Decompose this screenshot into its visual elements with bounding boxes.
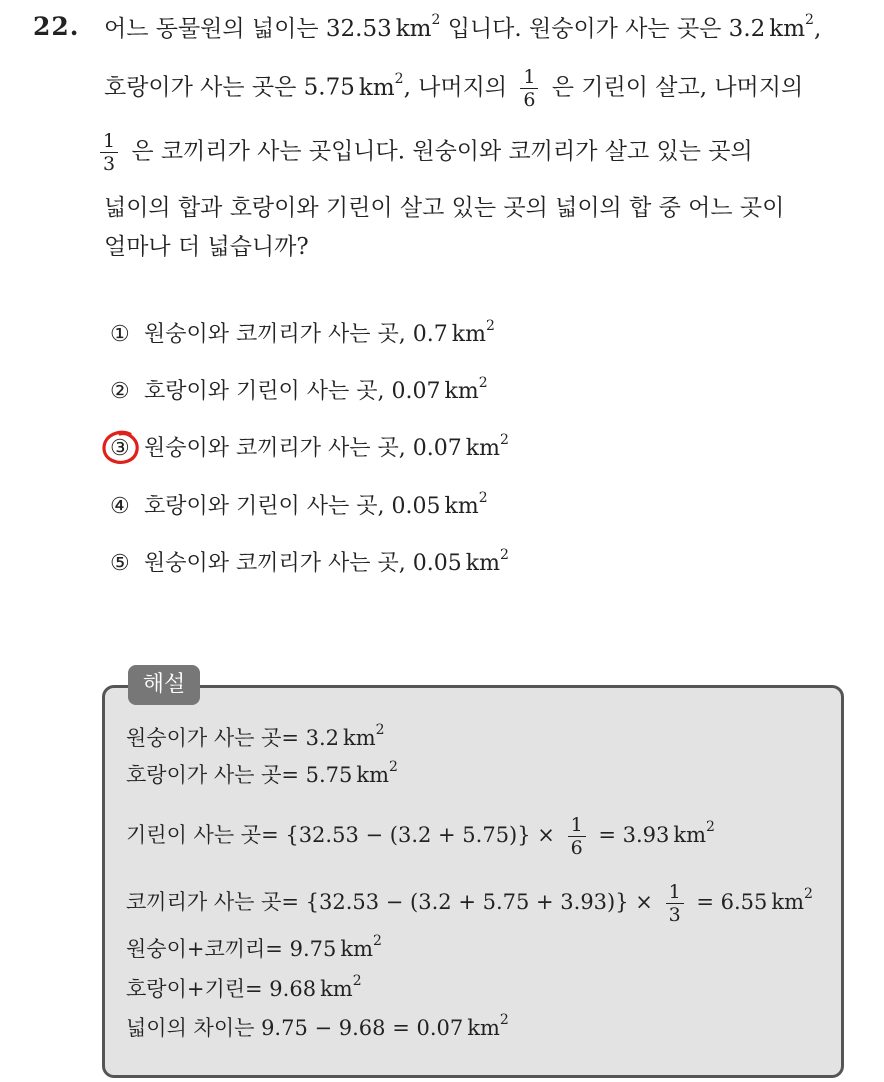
question-line-4: 넓이의 합과 호랑이와 기린이 살고 있는 곳의 넓이의 합 중 어느 곳이 <box>104 195 785 221</box>
choice-text: 호랑이와 기린이 사는 곳, 0.07 <box>144 379 441 404</box>
solution-text: 원숭이가 사는 곳= 3.2 <box>126 726 340 750</box>
question-text: 은 기린이 살고, 나머지의 <box>551 74 804 101</box>
exponent: 2 <box>478 489 488 506</box>
question-line-1 <box>104 14 821 44</box>
exponent: 2 <box>372 933 382 949</box>
choice-number: ④ <box>110 494 130 519</box>
unit-text: km <box>320 977 353 1001</box>
unit-text: km <box>356 763 390 787</box>
fraction-numerator: 1 <box>100 130 118 153</box>
exponent: 2 <box>394 70 404 87</box>
solution-line-7 <box>126 1014 509 1042</box>
choice-4[interactable] <box>110 489 488 522</box>
solution-text: 호랑이+기린= 9.68 <box>126 977 317 1001</box>
solution-text: 호랑이가 사는 곳= 5.75 <box>126 763 353 787</box>
question-line-3 <box>100 130 753 175</box>
exponent: 2 <box>485 317 495 334</box>
solution-text: = 6.55 <box>696 890 768 914</box>
exponent: 2 <box>499 546 509 563</box>
exponent: 2 <box>706 819 715 835</box>
unit-text: km <box>343 726 376 750</box>
exponent: 2 <box>431 12 441 29</box>
solution-line-2 <box>126 761 398 789</box>
solution-line-1 <box>126 724 385 752</box>
choice-5[interactable] <box>110 546 509 579</box>
solution-text: 기린이 사는 곳= {32.53 − (3.2 + 5.75)} × <box>126 823 555 847</box>
question-line-2 <box>104 66 803 111</box>
choice-number: ⑤ <box>110 551 130 576</box>
fraction-denominator: 3 <box>103 153 116 175</box>
fraction <box>568 814 586 859</box>
question-text: , 나머지의 <box>403 74 508 101</box>
unit-text: km <box>465 436 500 461</box>
unit-text: km <box>444 494 479 519</box>
solution-line-5 <box>126 935 382 963</box>
question-text: 호랑이가 사는 곳은 5.75 <box>104 74 355 101</box>
fraction-numerator: 1 <box>568 814 586 837</box>
exponent: 2 <box>805 12 814 29</box>
unit-text: km <box>769 16 806 42</box>
answer-circle-mark <box>100 429 142 467</box>
choice-number: ② <box>110 379 130 404</box>
fraction <box>100 130 118 175</box>
solution-line-6 <box>126 975 362 1003</box>
choice-text: 원숭이와 코끼리가 사는 곳, 0.05 <box>144 551 462 576</box>
solution-label: 해설 <box>128 665 200 705</box>
choice-3[interactable] <box>110 431 509 464</box>
unit-text: km <box>444 379 479 404</box>
unit-text: km <box>465 551 500 576</box>
choice-text: 호랑이와 기린이 사는 곳, 0.05 <box>144 494 441 519</box>
choice-text: 원숭이와 코끼리가 사는 곳, 0.07 <box>144 436 462 461</box>
exponent: 2 <box>352 973 362 989</box>
unit-text: km <box>451 322 486 347</box>
exponent: 2 <box>478 374 488 391</box>
unit-text: km <box>395 16 432 42</box>
fraction-numerator: 1 <box>520 66 538 89</box>
unit-text: km <box>771 890 805 914</box>
solution-text: 코끼리가 사는 곳= {32.53 − (3.2 + 5.75 + 3.93)} × <box>126 890 653 914</box>
unit-text: km <box>467 1016 500 1040</box>
exponent: 2 <box>375 722 385 738</box>
unit-text: km <box>340 937 373 961</box>
choice-text: 원숭이와 코끼리가 사는 곳, 0.7 <box>144 322 448 347</box>
exponent: 2 <box>389 759 398 775</box>
exponent: 2 <box>499 431 509 448</box>
exponent: 2 <box>804 886 813 902</box>
question-line-5: 얼마나 더 넓습니까? <box>104 234 309 260</box>
question-text: , <box>813 16 822 42</box>
question-text: 어느 동물원의 넓이는 32.53 <box>104 16 392 42</box>
fraction-numerator: 1 <box>666 881 684 904</box>
solution-line-3 <box>126 814 715 859</box>
question-text: 은 코끼리가 사는 곳입니다. 원숭이와 코끼리가 살고 있는 곳의 <box>131 138 753 165</box>
solution-text: 원숭이+코끼리= 9.75 <box>126 937 337 961</box>
fraction-denominator: 3 <box>668 904 681 926</box>
solution-text: 넓이의 차이는 9.75 − 9.68 = 0.07 <box>126 1016 464 1040</box>
choice-number: ③ <box>110 436 130 461</box>
choice-number: ① <box>110 322 130 347</box>
choice-1[interactable] <box>110 317 495 350</box>
fraction-denominator: 6 <box>523 89 536 111</box>
fraction <box>520 66 538 111</box>
fraction <box>666 881 684 926</box>
unit-text: km <box>358 74 395 101</box>
question-number: 22. <box>33 12 80 41</box>
fraction-denominator: 6 <box>570 837 583 859</box>
unit-text: km <box>673 823 707 847</box>
solution-text: = 3.93 <box>598 823 670 847</box>
exponent: 2 <box>499 1012 509 1028</box>
choice-2[interactable] <box>110 374 488 407</box>
solution-line-4 <box>126 881 813 926</box>
question-text: 입니다. 원숭이가 사는 곳은 3.2 <box>440 16 766 42</box>
